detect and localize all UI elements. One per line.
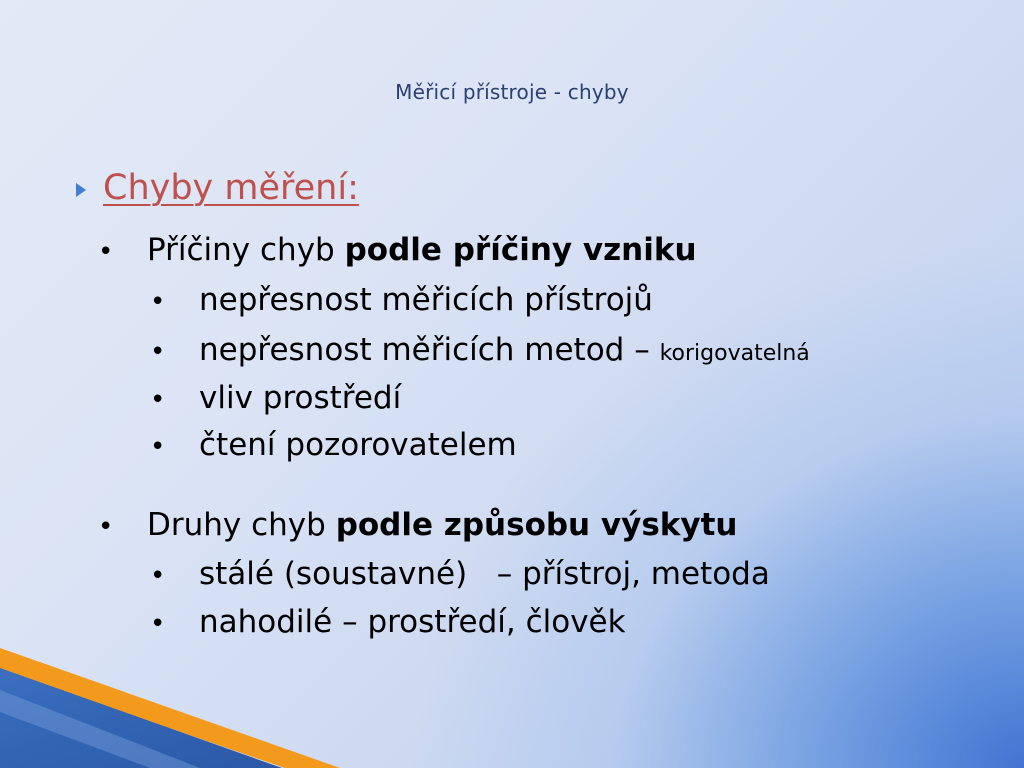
item-text: vliv prostředí [199, 380, 402, 416]
list-item-group-types [98, 507, 738, 543]
group-label: Druhy chyb [147, 507, 336, 543]
list-item [150, 556, 770, 592]
bullet: • [150, 432, 166, 462]
group-label: Příčiny chyb [147, 232, 345, 268]
group-label-bold: podle příčiny vzniku [344, 232, 697, 268]
bullet: • [150, 337, 166, 367]
item-text: čtení pozorovatelem [199, 427, 517, 463]
bullet: • [150, 561, 166, 591]
triangle-right-icon [74, 182, 88, 198]
item-text: nahodilé – prostředí, člověk [199, 604, 626, 640]
bullet: • [150, 287, 166, 317]
slide-title: Měřicí přístroje - chyby [395, 80, 629, 104]
section-heading: Chyby měření: [103, 168, 359, 208]
list-item [150, 380, 401, 416]
bullet: • [150, 609, 166, 639]
item-text: nepřesnost měřicích přístrojů [199, 282, 653, 318]
heading-row [74, 168, 359, 208]
list-item [150, 282, 653, 318]
bullet: • [98, 237, 114, 267]
item-note: korigovatelná [659, 341, 810, 366]
list-item [150, 427, 517, 463]
list-item [150, 604, 626, 640]
list-item-group-causes [98, 232, 697, 268]
bullet: • [150, 385, 166, 415]
item-text: nepřesnost měřicích metod – [199, 332, 660, 368]
bullet: • [98, 512, 114, 542]
item-text: stálé (soustavné) – přístroj, metoda [199, 556, 770, 592]
group-label-bold: podle způsobu výskytu [335, 507, 738, 543]
list-item [150, 332, 810, 368]
